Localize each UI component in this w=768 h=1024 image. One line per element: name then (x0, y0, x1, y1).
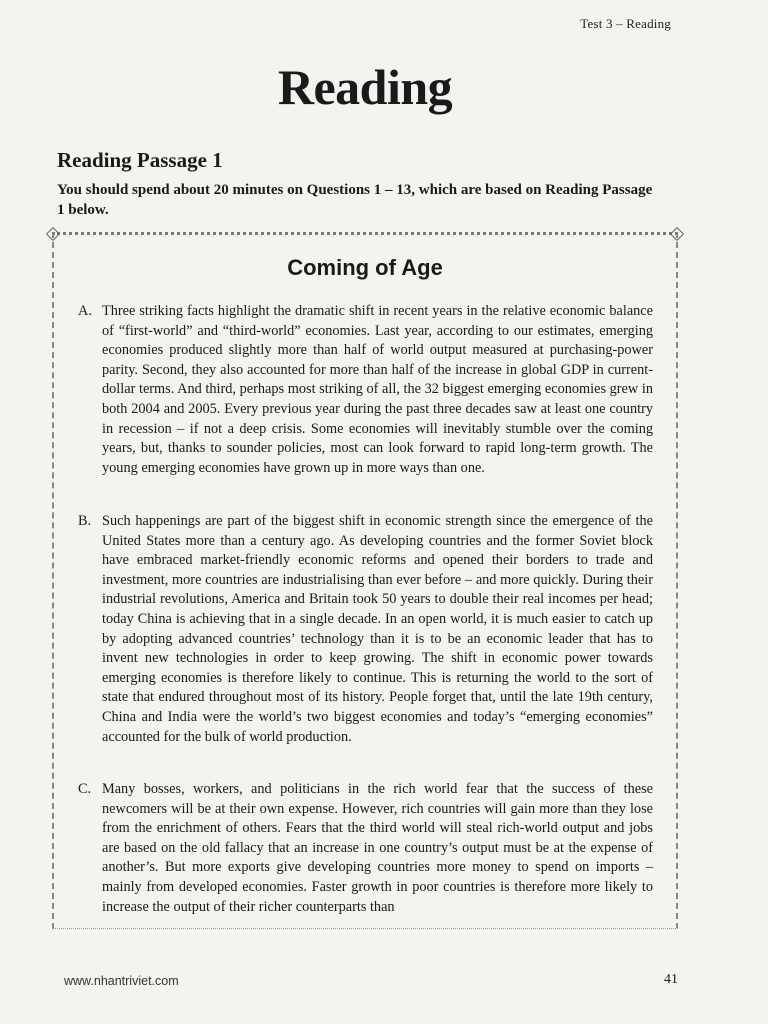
page-number: 41 (664, 972, 678, 987)
article-title: Coming of Age (287, 255, 443, 280)
paragraph-letter: C. (78, 781, 92, 797)
paragraph-text: Three striking facts highlight the dramatic shift in recent years in the relative economic balance of “first-world” and “third-world” economies. Last year, according to our estimates, emerging economies produced slightly more than half of world output measured at purchasing-power parity. Second, they also accounted for more than half of the increase in global GDP in current-dollar terms. And third, perhaps most striking of all, the 32 biggest emerging economies grew in both 2004 and 2005. Every previous year during the past three decades saw at least one country in recession – if not a deep crisis. Some economies will inevitably stumble over the coming years, but, thanks to sounder policies, most can look forward to rapid long-term growth. The young emerging economies have grown up in more ways than one. (102, 303, 653, 476)
paragraph-text: Many bosses, workers, and politicians in the rich world fear that the success of these newcomers will be at their own expense. However, rich countries will gain more than they lose from the enrichment of others. Fears that the third world will steal rich-world output and jobs are based on the old fallacy that an increase in one country’s output must be at the expense of another’s. But more exports give developing countries more money to spend on imports – mainly from developed economies. Faster growth in poor countries is therefore more likely to increase the output of their richer counterparts than (102, 781, 653, 915)
paragraph-c (78, 780, 653, 917)
page-title: Reading (277, 59, 453, 115)
corner-ornament-icon (670, 227, 684, 241)
passage-instructions: You should spend about 20 minutes on Questions 1 – 13, which are based on Reading Passage 1 below. (57, 182, 653, 218)
paragraph-letter: A. (78, 303, 92, 319)
running-head: Test 3 – Reading (580, 16, 671, 31)
passage-heading: Reading Passage 1 (57, 148, 223, 172)
paragraph-text: Such happenings are part of the biggest shift in economic strength since the emergence of the United States more than a century ago. As developing countries and the former Soviet block have embraced market-friendly economic reforms and opened their borders to trade and investment, more countries are industrialising than ever before – and more quickly. During their industrial revolutions, America and Britain took 50 years to double their real incomes per head; today China is achieving that in a single decade. In an open world, it is much easier to catch up by adopting advanced countries’ technology than it is to be an economic leader that has to invent new technologies in order to keep growing. The shift in economic power towards emerging economies is therefore likely to continue. This is returning the world to the sort of state that endured throughout most of its history. People forget that, until the late 19th century, China and India were the world’s two biggest economies and today’s “emerging economies” accounted for the bulk of world production. (102, 513, 653, 745)
corner-ornament-icon (46, 227, 60, 241)
paragraph-a (78, 302, 653, 478)
paragraph-b (78, 512, 653, 747)
paragraph-letter: B. (78, 513, 92, 529)
footer-url: www.nhantriviet.com (64, 974, 179, 988)
